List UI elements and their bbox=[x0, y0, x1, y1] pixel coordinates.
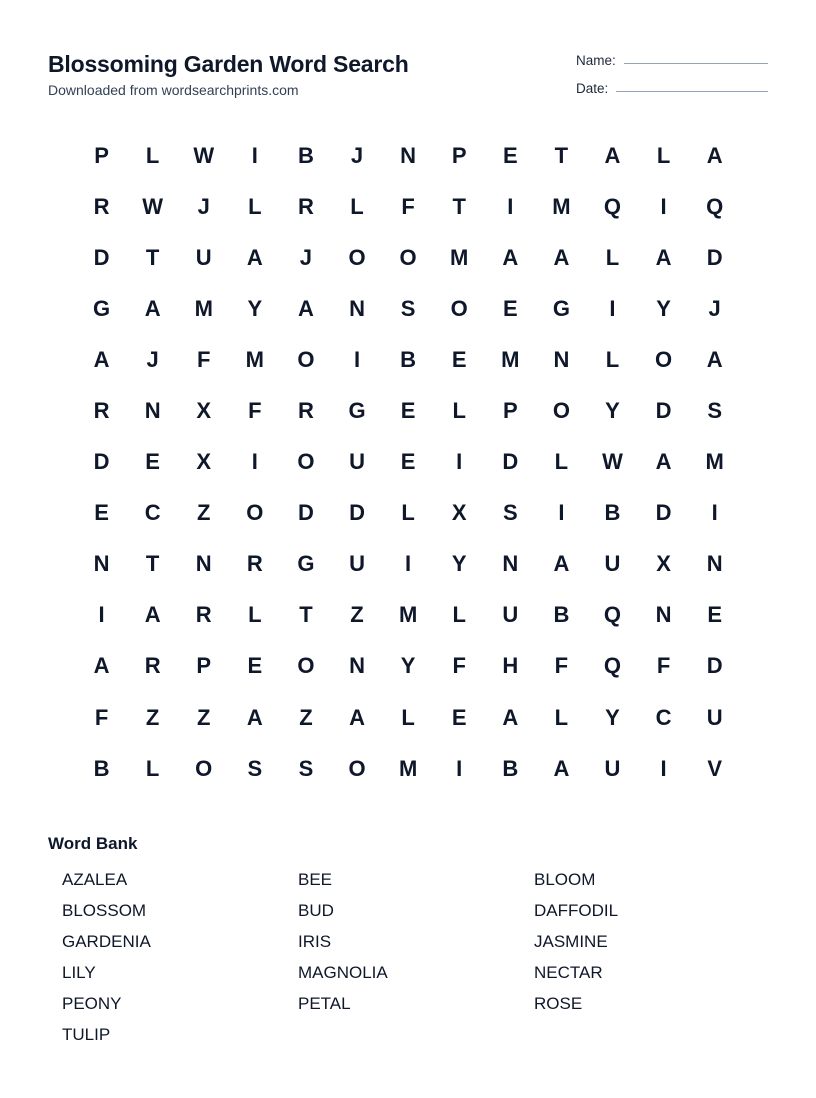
grid-cell: L bbox=[145, 142, 160, 168]
grid-cell: D bbox=[502, 449, 519, 475]
grid-cell: Z bbox=[197, 704, 211, 730]
grid-cell: X bbox=[656, 551, 671, 577]
date-field-row bbox=[576, 77, 768, 97]
grid-cell: R bbox=[93, 193, 110, 219]
word-bank-item: BEE bbox=[298, 870, 333, 889]
grid-cell: E bbox=[451, 704, 467, 730]
grid-cell: L bbox=[145, 755, 160, 781]
grid-cell: S bbox=[298, 755, 314, 781]
grid-cell: D bbox=[706, 244, 723, 270]
grid-cell: Y bbox=[247, 295, 263, 321]
grid-cell: O bbox=[552, 398, 570, 424]
header bbox=[48, 49, 409, 99]
grid-cell: L bbox=[554, 449, 569, 475]
grid-cell: U bbox=[604, 755, 621, 781]
grid-cell: R bbox=[144, 653, 161, 679]
grid-cell: A bbox=[297, 295, 314, 321]
grid-cell: S bbox=[707, 398, 723, 424]
grid-cell: Y bbox=[605, 398, 620, 424]
grid-cell: D bbox=[93, 449, 110, 475]
grid-cell: O bbox=[348, 244, 366, 270]
grid-cell: E bbox=[94, 500, 109, 526]
grid-cell: E bbox=[145, 449, 160, 475]
word-bank-item: MAGNOLIA bbox=[298, 963, 388, 982]
grid-cell: N bbox=[349, 653, 365, 679]
word-bank-item: BUD bbox=[298, 901, 334, 920]
grid-cell: R bbox=[195, 602, 212, 628]
grid-cell: A bbox=[93, 653, 110, 679]
grid-cell: G bbox=[297, 551, 315, 577]
grid-cell: Q bbox=[603, 193, 622, 219]
grid-cell: N bbox=[195, 551, 212, 577]
name-field-row bbox=[576, 49, 768, 69]
source-subtitle: Downloaded from wordsearchprints.com bbox=[48, 82, 299, 98]
grid-cell: F bbox=[94, 704, 109, 730]
grid-cell: Z bbox=[299, 704, 313, 730]
grid-cell: I bbox=[660, 193, 667, 219]
grid-cell: H bbox=[502, 653, 519, 679]
date-line bbox=[616, 91, 768, 92]
grid-cell: V bbox=[707, 755, 723, 781]
word-bank-item: GARDENIA bbox=[62, 932, 151, 951]
grid-cell: U bbox=[706, 704, 723, 730]
grid-cell: W bbox=[193, 142, 215, 168]
grid-cell: A bbox=[246, 704, 263, 730]
grid-cell: Z bbox=[350, 602, 364, 628]
grid-cell: E bbox=[502, 142, 518, 168]
grid-cell: T bbox=[145, 244, 160, 270]
grid-cell: M bbox=[398, 602, 418, 628]
grid-cell: D bbox=[297, 500, 314, 526]
grid-cell: G bbox=[552, 295, 570, 321]
grid-cell: L bbox=[248, 602, 262, 628]
word-bank-heading: Word Bank bbox=[48, 834, 138, 853]
page-title: Blossoming Garden Word Search bbox=[48, 51, 409, 77]
letter-grid bbox=[76, 130, 740, 794]
grid-cell: X bbox=[451, 500, 467, 526]
grid-cell: U bbox=[604, 551, 621, 577]
name-label: Name: bbox=[576, 53, 616, 68]
grid-cell: O bbox=[246, 500, 264, 526]
grid-cell: A bbox=[706, 142, 723, 168]
grid-cell: J bbox=[146, 346, 159, 372]
grid-cell: F bbox=[197, 346, 211, 372]
word-bank-item: BLOOM bbox=[534, 870, 596, 889]
grid-cell: I bbox=[456, 755, 463, 781]
grid-cell: Y bbox=[605, 704, 620, 730]
word-bank-item: TULIP bbox=[62, 1025, 111, 1044]
grid-cell: Y bbox=[400, 653, 416, 679]
grid-cell: L bbox=[452, 398, 466, 424]
grid-cell: W bbox=[602, 449, 623, 475]
grid-cell: Q bbox=[706, 193, 724, 219]
word-bank-item: JASMINE bbox=[534, 932, 608, 951]
grid-cell: A bbox=[706, 346, 723, 372]
grid-cell: Q bbox=[603, 602, 622, 628]
grid-cell: R bbox=[93, 398, 110, 424]
grid-cell: O bbox=[348, 755, 366, 781]
grid-cell: O bbox=[195, 755, 213, 781]
grid-cell: L bbox=[401, 704, 415, 730]
word-bank-item: PEONY bbox=[62, 994, 122, 1013]
grid-cell: M bbox=[450, 244, 469, 270]
grid-cell: W bbox=[142, 193, 164, 219]
grid-cell: X bbox=[196, 449, 212, 475]
grid-cell: T bbox=[452, 193, 466, 219]
grid-cell: Y bbox=[451, 551, 467, 577]
grid-cell: F bbox=[401, 193, 415, 219]
grid-cell: O bbox=[450, 295, 468, 321]
grid-cell: O bbox=[655, 346, 673, 372]
grid-cell: B bbox=[400, 346, 417, 372]
grid-cell: T bbox=[554, 142, 569, 168]
grid-cell: L bbox=[401, 500, 415, 526]
grid-cell: I bbox=[660, 755, 667, 781]
grid-cell: E bbox=[707, 602, 723, 628]
grid-cell: U bbox=[502, 602, 519, 628]
grid-cell: A bbox=[246, 244, 263, 270]
grid-cell: G bbox=[92, 295, 111, 321]
grid-cell: M bbox=[245, 346, 264, 372]
grid-cell: N bbox=[400, 142, 417, 168]
grid-cell: I bbox=[711, 500, 718, 526]
grid-cell: E bbox=[400, 449, 416, 475]
grid-cell: Z bbox=[145, 704, 160, 730]
grid-cell: L bbox=[605, 346, 620, 372]
grid-cell: O bbox=[297, 653, 315, 679]
grid-cell: R bbox=[297, 193, 314, 219]
grid-cell: O bbox=[297, 346, 315, 372]
word-bank-item: PETAL bbox=[298, 994, 351, 1013]
grid-cell: B bbox=[93, 755, 110, 781]
word-bank-item: AZALEA bbox=[62, 870, 128, 889]
grid-cell: Q bbox=[603, 653, 622, 679]
grid-cell: J bbox=[299, 244, 313, 270]
grid-cell: T bbox=[145, 551, 160, 577]
grid-cell: A bbox=[502, 244, 519, 270]
word-bank bbox=[62, 869, 782, 1055]
grid-cell: A bbox=[655, 449, 672, 475]
grid-cell: A bbox=[655, 244, 672, 270]
grid-cell: S bbox=[247, 755, 263, 781]
grid-cell: J bbox=[350, 142, 364, 168]
grid-cell: N bbox=[502, 551, 519, 577]
grid-cell: B bbox=[502, 755, 519, 781]
grid-cell: F bbox=[452, 653, 466, 679]
grid-cell: X bbox=[196, 398, 212, 424]
grid-cell: J bbox=[197, 193, 210, 219]
grid-cell: M bbox=[705, 449, 724, 475]
grid-cell: I bbox=[456, 449, 463, 475]
grid-cell: I bbox=[353, 346, 361, 372]
grid-cell: L bbox=[350, 193, 364, 219]
grid-cell: I bbox=[251, 142, 258, 168]
grid-cell: P bbox=[502, 398, 518, 424]
grid-cell: A bbox=[553, 551, 570, 577]
grid-cell: N bbox=[349, 295, 365, 321]
grid-cell: L bbox=[248, 193, 262, 219]
student-fields bbox=[576, 49, 768, 105]
grid-cell: O bbox=[399, 244, 417, 270]
grid-cell: N bbox=[93, 551, 110, 577]
grid-cell: R bbox=[246, 551, 263, 577]
name-line bbox=[624, 63, 768, 64]
grid-cell: U bbox=[195, 244, 212, 270]
grid-cell: I bbox=[405, 551, 412, 577]
grid-cell: B bbox=[297, 142, 314, 168]
grid-cell: Y bbox=[656, 295, 671, 321]
grid-cell: L bbox=[554, 704, 569, 730]
grid-cell: D bbox=[655, 500, 672, 526]
grid-cell: E bbox=[502, 295, 518, 321]
word-bank-item: LILY bbox=[62, 963, 96, 982]
grid-cell: N bbox=[553, 346, 570, 372]
grid-cell: F bbox=[248, 398, 262, 424]
date-label: Date: bbox=[576, 81, 609, 96]
grid-cell: E bbox=[400, 398, 416, 424]
grid-cell: N bbox=[706, 551, 723, 577]
grid-cell: D bbox=[93, 244, 110, 270]
grid-cell: A bbox=[144, 295, 161, 321]
grid-cell: M bbox=[398, 755, 418, 781]
grid-cell: S bbox=[502, 500, 518, 526]
grid-cell: I bbox=[609, 295, 616, 321]
grid-cell: U bbox=[349, 551, 365, 577]
word-bank-item: ROSE bbox=[534, 994, 583, 1013]
grid-cell: F bbox=[656, 653, 671, 679]
grid-cell: A bbox=[144, 602, 161, 628]
grid-cell: J bbox=[708, 295, 721, 321]
grid-cell: A bbox=[553, 244, 570, 270]
grid-cell: G bbox=[348, 398, 366, 424]
word-bank-item: BLOSSOM bbox=[62, 901, 147, 920]
grid-cell: D bbox=[655, 398, 672, 424]
grid-cell: B bbox=[604, 500, 621, 526]
grid-cell: O bbox=[297, 449, 315, 475]
grid-cell: E bbox=[247, 653, 263, 679]
grid-cell: L bbox=[656, 142, 671, 168]
grid-cell: I bbox=[507, 193, 514, 219]
grid-cell: A bbox=[604, 142, 621, 168]
grid-cell: C bbox=[144, 500, 161, 526]
grid-cell: N bbox=[144, 398, 161, 424]
grid-cell: M bbox=[552, 193, 571, 219]
grid-cell: A bbox=[553, 755, 570, 781]
grid-cell: I bbox=[98, 602, 105, 628]
grid-cell: U bbox=[349, 449, 365, 475]
grid-cell: A bbox=[349, 704, 365, 730]
grid-cell: N bbox=[655, 602, 672, 628]
grid-cell: E bbox=[451, 346, 467, 372]
grid-cell: M bbox=[194, 295, 213, 321]
grid-cell: C bbox=[655, 704, 672, 730]
grid-cell: L bbox=[452, 602, 466, 628]
grid-cell: I bbox=[558, 500, 565, 526]
grid-cell: A bbox=[93, 346, 110, 372]
grid-cell: R bbox=[297, 398, 314, 424]
grid-cell: D bbox=[349, 500, 365, 526]
grid-cell: P bbox=[94, 142, 109, 168]
word-bank-item: DAFFODIL bbox=[534, 901, 619, 920]
grid-cell: L bbox=[605, 244, 620, 270]
word-bank-item: IRIS bbox=[298, 932, 332, 951]
grid-cell: I bbox=[251, 449, 258, 475]
grid-cell: A bbox=[502, 704, 519, 730]
grid-cell: T bbox=[299, 602, 313, 628]
grid-cell: P bbox=[196, 653, 212, 679]
grid-cell: B bbox=[553, 602, 570, 628]
grid-cell: S bbox=[400, 295, 416, 321]
grid-cell: D bbox=[706, 653, 723, 679]
word-bank-item: NECTAR bbox=[534, 963, 603, 982]
grid-cell: F bbox=[554, 653, 569, 679]
grid-cell: Z bbox=[197, 500, 211, 526]
grid-cell: P bbox=[451, 142, 467, 168]
grid-cell: M bbox=[501, 346, 520, 372]
